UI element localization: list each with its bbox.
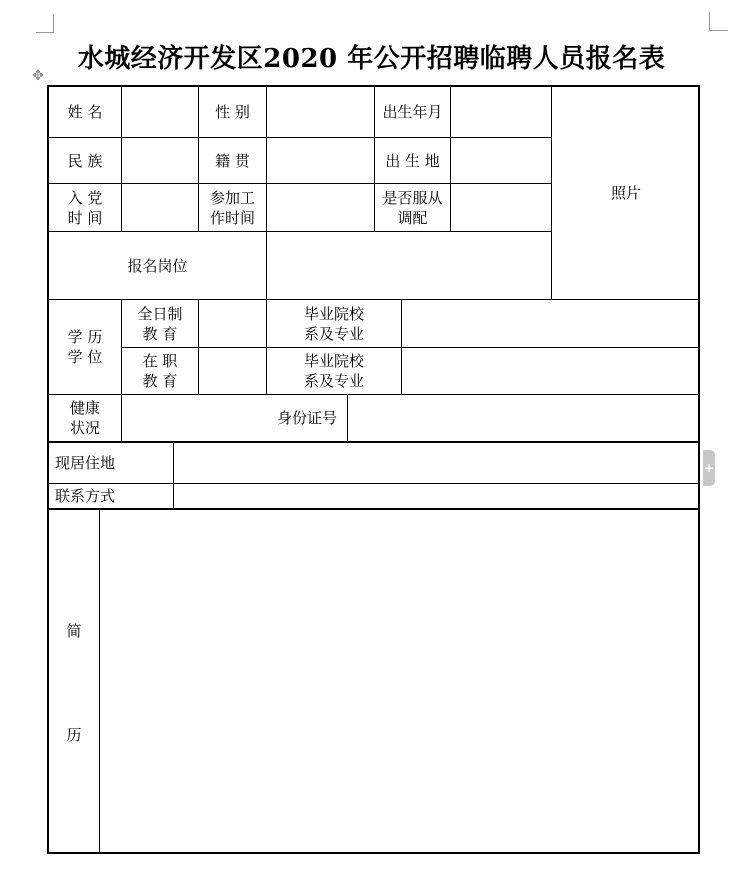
label-education-line2: 学 位 (67, 348, 103, 366)
value-party-date[interactable] (122, 184, 198, 231)
value-birthplace[interactable] (451, 138, 551, 183)
label-party-date-line2: 时 间 (67, 208, 103, 227)
value-inservice-school[interactable] (402, 348, 700, 394)
label-work-start-line2: 作时间 (209, 208, 255, 227)
crop-mark-top-right-vertical (709, 12, 710, 31)
form-title: 水城经济开发区2020 年公开招聘临聘人员报名表 (77, 44, 666, 74)
value-gender[interactable] (267, 87, 374, 137)
label-inservice-school-line1: 毕业院校 (303, 352, 364, 370)
value-id-number[interactable] (348, 395, 700, 441)
value-position[interactable] (267, 232, 551, 299)
label-birthplace: 出 生 地 (385, 151, 440, 170)
label-health-line1: 健康 (69, 399, 100, 417)
label-ethnicity: 民 族 (67, 151, 103, 170)
label-resume-char1: 简 (66, 622, 82, 640)
label-inservice-line2: 教 育 (142, 372, 178, 390)
label-health-line2: 状况 (69, 419, 100, 437)
crop-mark-top-right (710, 30, 728, 31)
label-resume-char2: 历 (66, 726, 82, 744)
label-fulltime-line1: 全日制 (137, 304, 183, 323)
label-native-place: 籍 贯 (215, 151, 250, 170)
label-inservice-line1: 在 职 (142, 352, 178, 370)
side-panel-plus-icon[interactable]: + (703, 450, 715, 486)
label-position: 报名岗位 (127, 256, 188, 275)
registration-table (47, 85, 700, 854)
label-address: 现居住地 (55, 454, 116, 472)
value-resume[interactable] (100, 510, 700, 854)
label-fulltime (122, 300, 198, 347)
crop-mark-top-left (36, 14, 54, 33)
label-inservice (122, 348, 198, 394)
label-obey-adjust (375, 184, 450, 231)
value-native-place[interactable] (267, 138, 374, 183)
label-health (49, 395, 121, 441)
label-fulltime-school-line2: 系及专业 (303, 324, 364, 343)
value-birth-date[interactable] (451, 87, 551, 137)
label-inservice-school (267, 348, 401, 394)
label-gender: 性 别 (215, 103, 250, 121)
value-obey-adjust[interactable] (451, 184, 551, 231)
label-work-start (199, 184, 266, 231)
value-inservice-edu[interactable] (199, 348, 266, 394)
value-contact[interactable] (174, 484, 700, 508)
label-fulltime-school-line1: 毕业院校 (303, 304, 364, 323)
value-ethnicity[interactable] (122, 138, 198, 183)
label-party-date (49, 184, 121, 231)
value-work-start[interactable] (267, 184, 374, 231)
value-fulltime-edu[interactable] (199, 300, 266, 347)
label-id-number: 身份证号 (276, 409, 337, 427)
label-inservice-school-line2: 系及专业 (303, 372, 364, 390)
label-party-date-line1: 入 党 (67, 188, 103, 207)
photo-cell[interactable] (552, 87, 700, 299)
value-health[interactable] (122, 395, 266, 441)
label-contact: 联系方式 (55, 487, 116, 505)
value-fulltime-school[interactable] (402, 300, 700, 347)
value-name[interactable] (122, 87, 198, 137)
label-work-start-line1: 参加工 (209, 188, 255, 207)
label-birth-date: 出生年月 (382, 103, 443, 121)
label-obey-adjust-line1: 是否服从 (382, 188, 443, 207)
label-photo: 照片 (610, 184, 641, 202)
crop-mark-top-left-vertical (53, 14, 54, 32)
label-obey-adjust-line2: 调配 (397, 208, 428, 227)
label-education-line1: 学 历 (67, 328, 103, 346)
value-address[interactable] (174, 443, 700, 483)
label-fulltime-school (267, 300, 401, 347)
label-education (49, 300, 121, 394)
table-move-handle-icon[interactable]: ✥ (32, 68, 44, 84)
label-fulltime-line2: 教 育 (142, 324, 178, 343)
label-name: 姓 名 (67, 103, 103, 121)
